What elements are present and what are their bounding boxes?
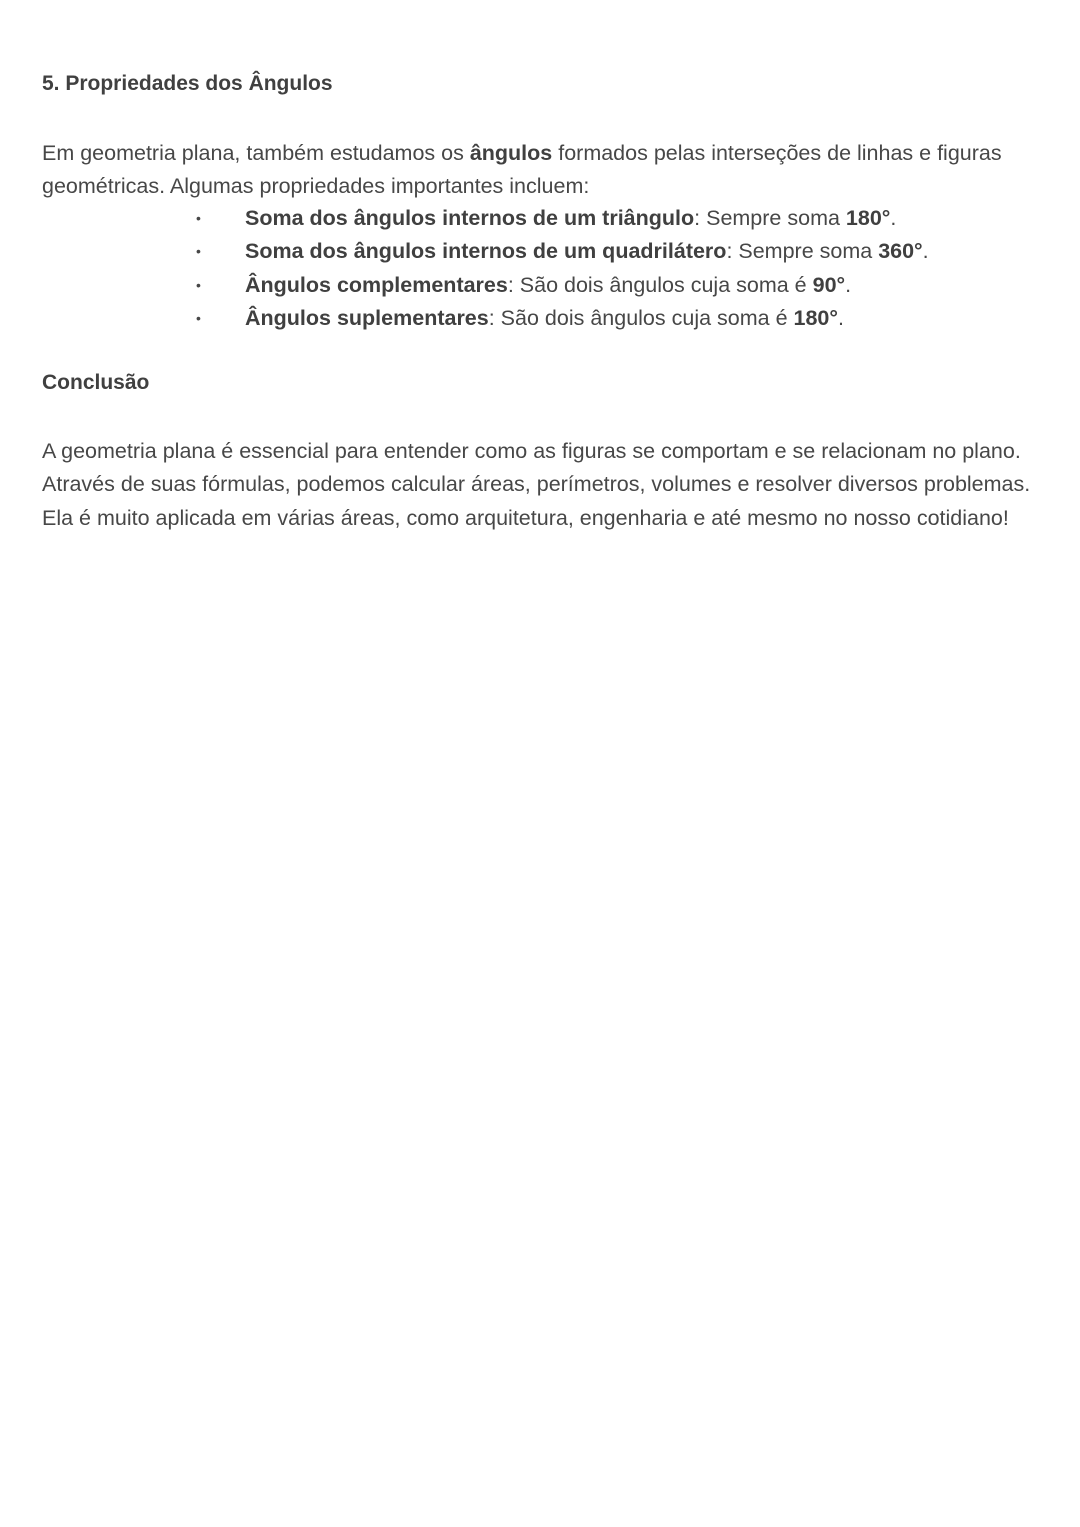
- item-term: Soma dos ângulos internos de um quadrilátero: [245, 239, 727, 264]
- properties-list: [42, 202, 929, 335]
- bullet-icon: •: [196, 309, 201, 326]
- item-text: : São dois ângulos cuja soma é: [488, 305, 794, 330]
- intro-text-start: Em geometria plana, também estudamos os: [42, 141, 470, 165]
- item-text: : São dois ângulos cuja soma é: [507, 272, 813, 297]
- section-intro-paragraph: [42, 137, 1042, 204]
- item-text: : Sempre soma: [726, 239, 879, 264]
- bullet-icon: •: [196, 210, 201, 226]
- item-term: Ângulos complementares: [245, 272, 508, 297]
- item-end: .: [890, 206, 897, 230]
- bullet-icon: •: [196, 276, 201, 293]
- list-item: [42, 235, 929, 268]
- conclusion-heading: Conclusão: [42, 371, 150, 394]
- item-value: 360°: [878, 239, 923, 264]
- list-item: [42, 202, 929, 235]
- item-value: 180°: [793, 305, 838, 330]
- conclusion-paragraph: A geometria plana é essencial para entender como as figuras se comportam e se relacionam no plano. Através de suas fórmulas, podemos calcular áreas, perímetros, volumes e resolver diversos problemas. Ela é muito aplicada em várias áreas, como arquitetura, engenharia e até mesmo no nosso cotidiano!: [42, 439, 1031, 530]
- item-text: : Sempre soma: [694, 206, 846, 230]
- item-value: 180°: [845, 206, 891, 230]
- item-end: .: [838, 305, 844, 330]
- item-term: Soma dos ângulos internos de um triângulo: [245, 206, 695, 230]
- list-item: [42, 269, 929, 302]
- item-value: 90°: [812, 272, 846, 297]
- section-heading: 5. Propriedades dos Ângulos: [42, 72, 333, 95]
- intro-text-end: formados pelas interseções de linhas e figuras geométricas. Algumas propriedades importantes incluem:: [42, 141, 1002, 199]
- bullet-icon: •: [196, 243, 201, 260]
- intro-bold-term: ângulos: [469, 141, 553, 165]
- item-end: .: [922, 239, 929, 264]
- item-term: Ângulos suplementares: [245, 305, 489, 330]
- list-item: [42, 302, 929, 335]
- item-end: .: [845, 272, 852, 297]
